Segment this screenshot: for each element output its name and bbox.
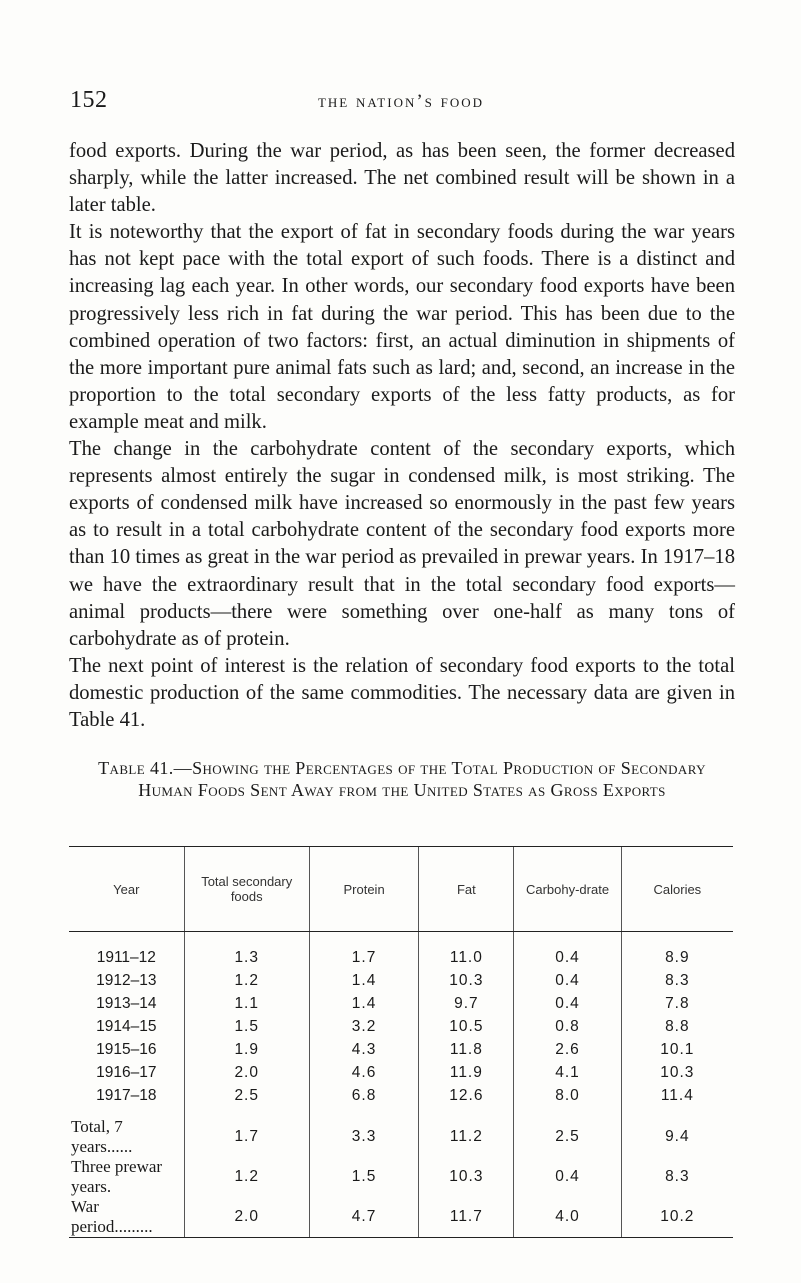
table-cell: 11.2 <box>419 1117 514 1157</box>
table-cell: 0.4 <box>514 946 621 969</box>
column-header: Total secondary foods <box>184 847 309 932</box>
table-cell: 12.6 <box>419 1084 514 1107</box>
table-cell: 4.1 <box>514 1061 621 1084</box>
table-cell: 1.7 <box>184 1117 309 1157</box>
table-row <box>69 1015 733 1038</box>
table-cell: 4.6 <box>309 1061 419 1084</box>
table-header-row <box>69 847 733 932</box>
row-label: 1916–17 <box>96 1063 157 1081</box>
table-cell: 10.3 <box>419 1157 514 1197</box>
paragraph: The change in the carbohydrate content of the secondary exports, which represents almost entirely the sugar in condensed milk, is most striking. The exports of condensed milk have increased so enormously in the past few years as to result in a total carbohydrate content of the secondary food exports more than 10 times as great in the war period as prevailed in prewar years. In 1917–18 we have the extraordinary result that in the total secondary food exports—animal products—there were something over one-half as many tons of carbohydrate as of protein. <box>69 438 735 650</box>
data-table <box>69 846 733 1238</box>
table-cell: 6.8 <box>309 1084 419 1107</box>
table-row <box>69 946 733 969</box>
page-number: 152 <box>70 87 108 113</box>
table-cell: 10.3 <box>621 1061 733 1084</box>
table-cell: 2.5 <box>514 1117 621 1157</box>
table-cell: 1.1 <box>184 992 309 1015</box>
table-row <box>69 1157 733 1197</box>
table-row <box>69 1117 733 1157</box>
table-cell: 3.3 <box>309 1117 419 1157</box>
table-cell: 0.4 <box>514 1157 621 1197</box>
table-cell: 11.7 <box>419 1197 514 1238</box>
table-cell: 0.4 <box>514 969 621 992</box>
table-cell: 8.3 <box>621 969 733 992</box>
row-label: 1911–12 <box>96 948 156 966</box>
table-cell: 1.7 <box>309 946 419 969</box>
row-label: War period......... <box>69 1197 184 1238</box>
row-label: 1912–13 <box>96 971 157 989</box>
table-cell: 1.4 <box>309 992 419 1015</box>
table-cell: 10.2 <box>621 1197 733 1238</box>
row-label: 1913–14 <box>96 994 157 1012</box>
table-cell: 2.5 <box>184 1084 309 1107</box>
table-row <box>69 1197 733 1238</box>
row-label: 1917–18 <box>96 1086 157 1104</box>
table-cell: 7.8 <box>621 992 733 1015</box>
column-header: Fat <box>419 847 514 932</box>
table-cell: 8.0 <box>514 1084 621 1107</box>
table-row <box>69 1061 733 1084</box>
table-cell: 10.5 <box>419 1015 514 1038</box>
table-cell: 2.0 <box>184 1061 309 1084</box>
table-row <box>69 992 733 1015</box>
paragraph: food exports. During the war period, as has been seen, the former decreased sharply, while the latter increased. The net combined result will be shown in a later table. <box>69 140 735 217</box>
table-cell: 8.3 <box>621 1157 733 1197</box>
column-header: Carbohy-drate <box>514 847 621 932</box>
table-cell: 2.0 <box>184 1197 309 1238</box>
table-cell: 10.1 <box>621 1038 733 1061</box>
table-cell: 4.7 <box>309 1197 419 1238</box>
table-cell: 3.2 <box>309 1015 419 1038</box>
table-cell: 10.3 <box>419 969 514 992</box>
table-cell: 8.9 <box>621 946 733 969</box>
table-cell: 1.5 <box>184 1015 309 1038</box>
body-text <box>69 138 735 734</box>
row-label: 1914–15 <box>96 1017 157 1035</box>
table-cell: 1.5 <box>309 1157 419 1197</box>
table-cell: 1.2 <box>184 1157 309 1197</box>
table-cell: 11.9 <box>419 1061 514 1084</box>
column-header: Calories <box>621 847 733 932</box>
table-cell: 9.7 <box>419 992 514 1015</box>
table-cell: 1.2 <box>184 969 309 992</box>
column-header: Protein <box>309 847 419 932</box>
row-label: Three prewar years. <box>71 1157 163 1196</box>
table-cell: 4.3 <box>309 1038 419 1061</box>
table-cell: 2.6 <box>514 1038 621 1061</box>
column-header: Year <box>69 847 184 932</box>
table-row <box>69 1084 733 1107</box>
running-head: the nation’s food <box>317 91 485 112</box>
table-41 <box>69 846 733 1238</box>
table-cell: 1.3 <box>184 946 309 969</box>
table-caption: Table 41.—Showing the Percentages of the Total Production of Secondary Human Foods Sent Away from the United States as Gross Exports <box>98 758 706 800</box>
table-cell: 9.4 <box>621 1117 733 1157</box>
table-row <box>69 1038 733 1061</box>
table-cell: 11.0 <box>419 946 514 969</box>
paragraph: The next point of interest is the relation of secondary food exports to the total domestic production of the same commodities. The necessary data are given in Table 41. <box>69 654 735 731</box>
table-cell: 8.8 <box>621 1015 733 1038</box>
row-label: Total, 7 years...... <box>71 1117 133 1156</box>
table-cell: 11.4 <box>621 1084 733 1107</box>
table-cell: 0.8 <box>514 1015 621 1038</box>
table-cell: 4.0 <box>514 1197 621 1238</box>
table-cell: 1.9 <box>184 1038 309 1061</box>
page-header <box>70 87 732 117</box>
table-cell: 1.4 <box>309 969 419 992</box>
table-cell: 0.4 <box>514 992 621 1015</box>
paragraph: It is noteworthy that the export of fat in secondary foods during the war years has not kept pace with the total export of such foods. There is a distinct and increasing lag each year. In other words, our secondary food exports have been progressively less rich in fat during the war period. This has been due to the combined operation of two factors: first, an actual diminution in shipments of the more important pure animal fats such as lard; and, second, an increase in the proportion to the total secondary exports of the less fatty products, as for example meat and milk. <box>69 221 735 433</box>
row-label: 1915–16 <box>96 1040 157 1058</box>
table-cell: 11.8 <box>419 1038 514 1061</box>
table-row <box>69 969 733 992</box>
